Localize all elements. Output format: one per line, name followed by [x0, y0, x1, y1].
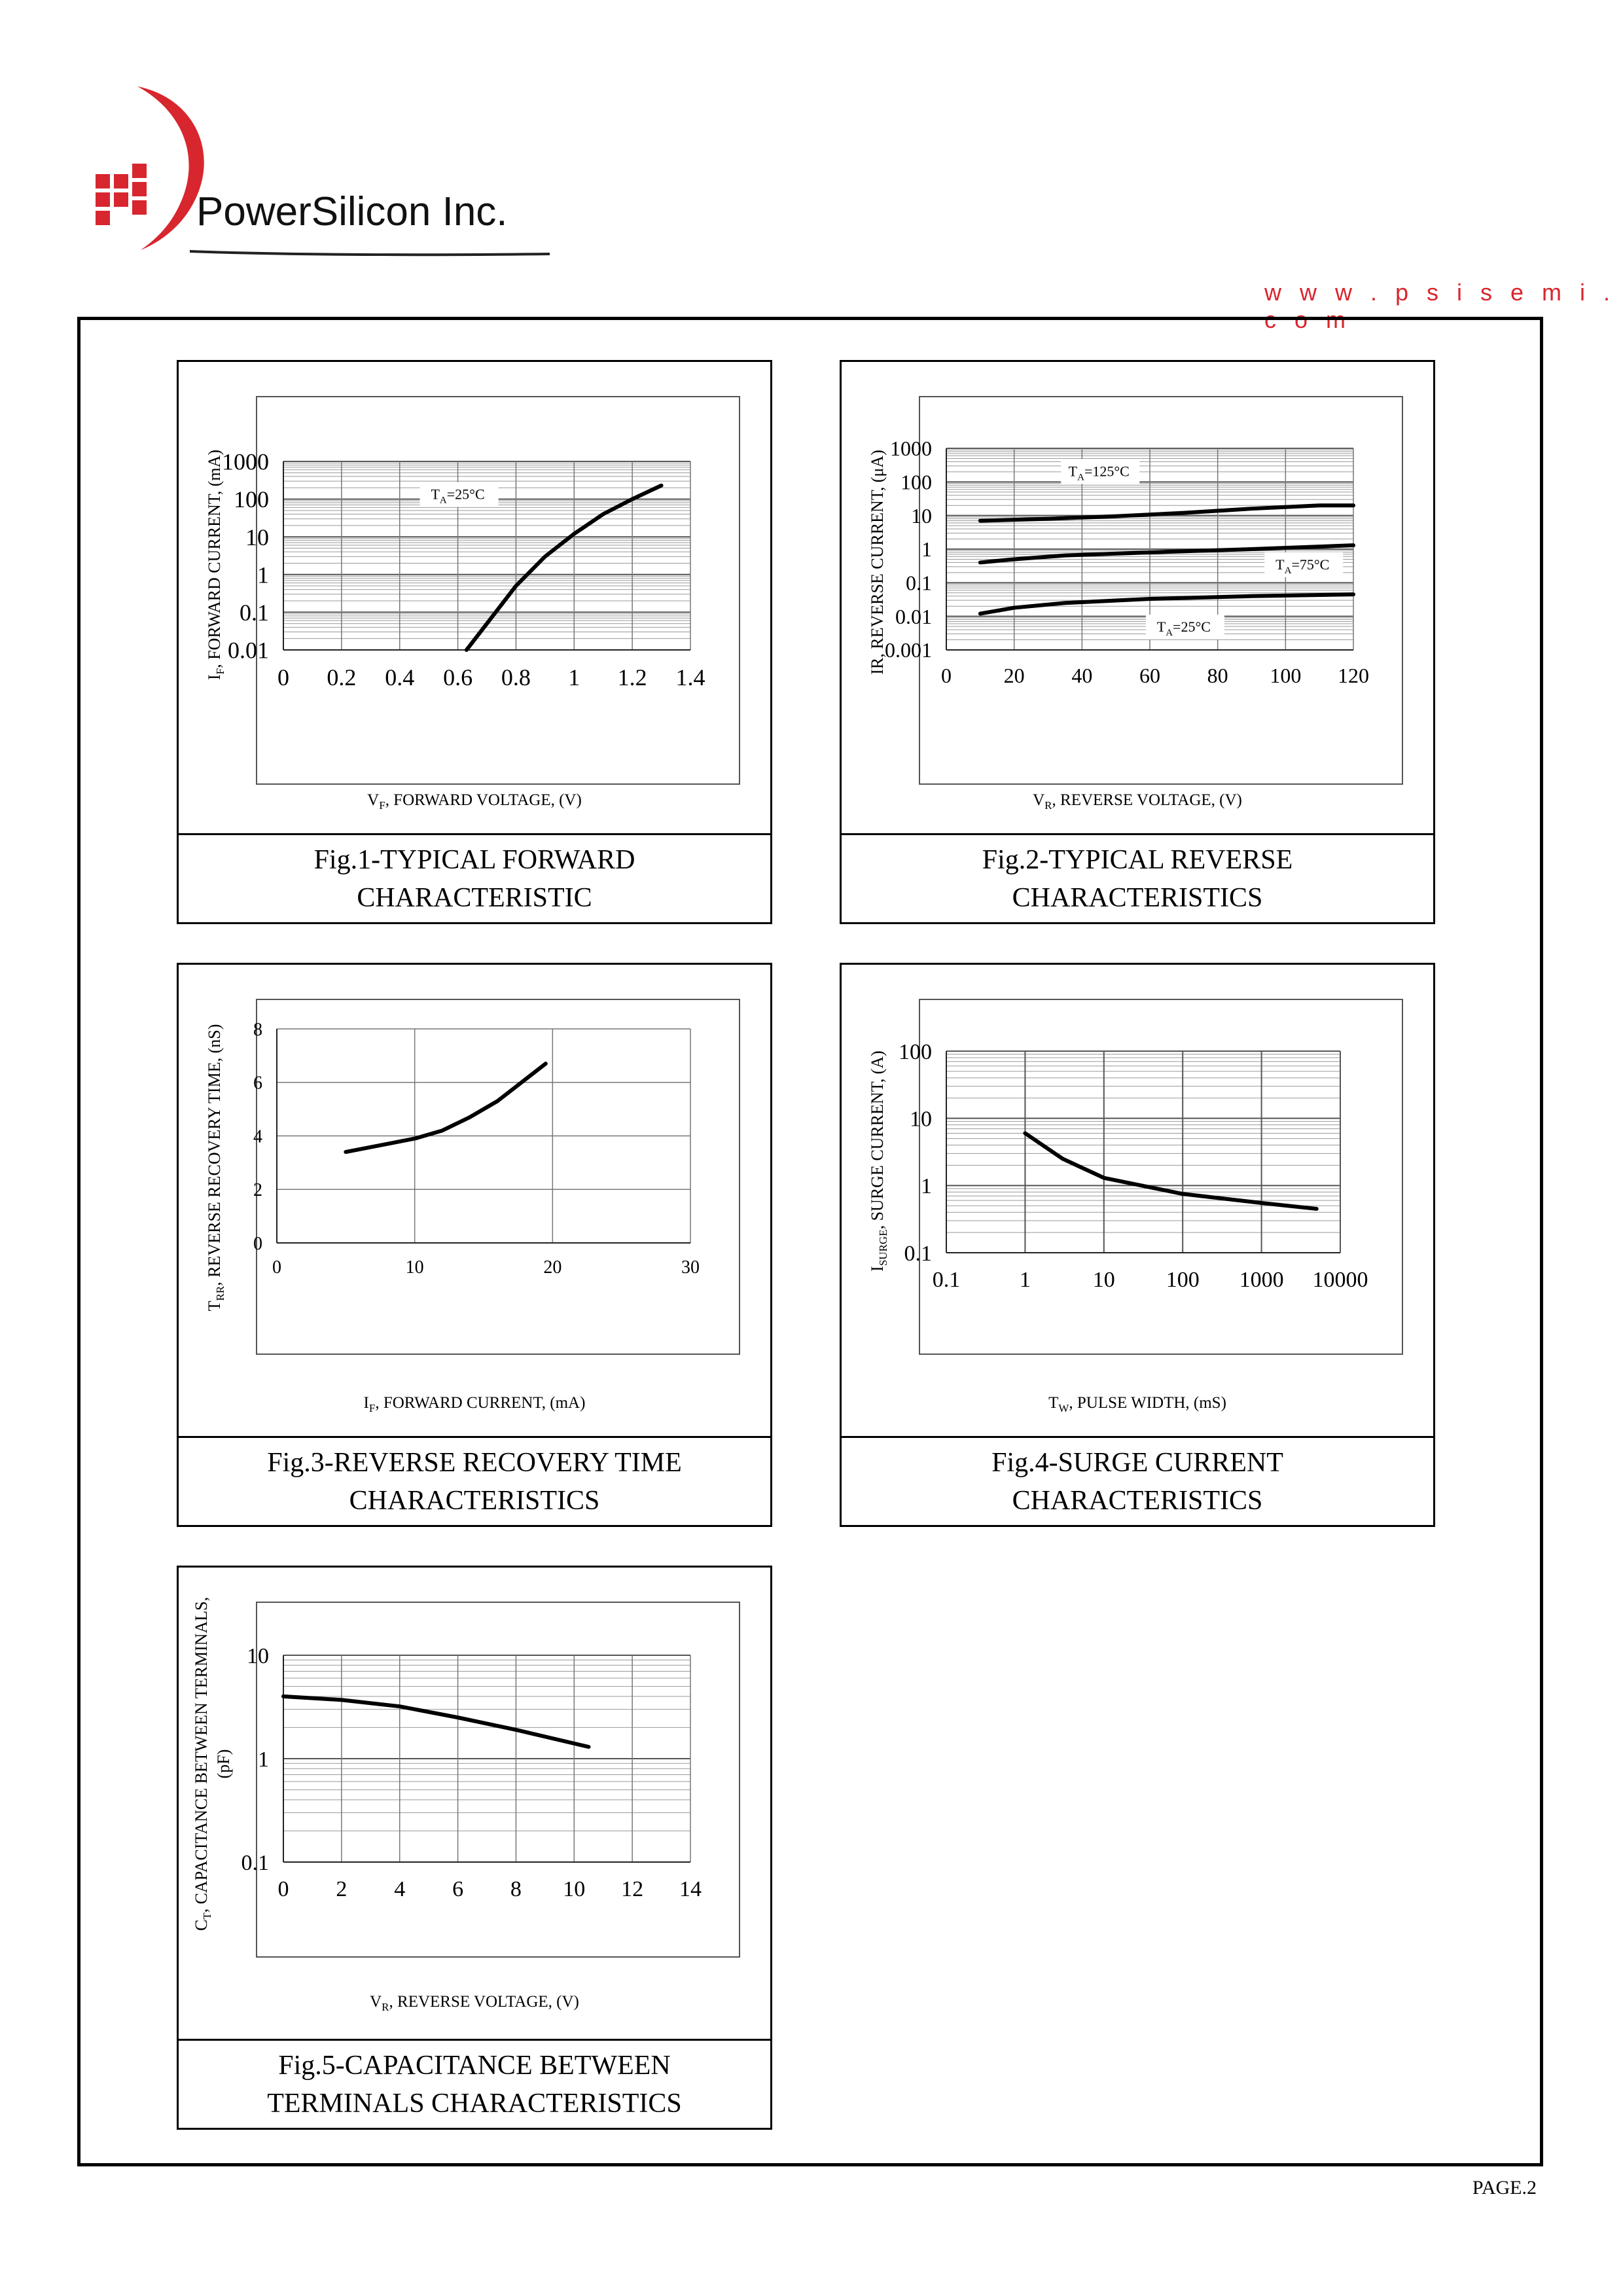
fig1-caption: Fig.1-TYPICAL FORWARD CHARACTERISTIC: [179, 833, 770, 922]
fig1-x-tick-label: 1: [568, 664, 580, 691]
fig1-y-tick-label: 1000: [222, 448, 269, 475]
fig5-x-axis-label: $V_R$, REVERSE VOLTAGE, (V): [370, 1993, 579, 2013]
fig2-y-tick-label: 100: [901, 470, 932, 494]
fig2-x-tick-label: 80: [1207, 664, 1228, 687]
fig1-x-tick-label: 0: [277, 664, 289, 691]
fig5-x-tick-label: 0: [277, 1877, 289, 1901]
fig2-panel: [840, 360, 1435, 924]
fig3-y-axis-label: $T_{RR}$, REVERSE RECOVERY TIME, (nS): [205, 1024, 227, 1312]
fig4-y-tick-label: 1: [921, 1174, 932, 1199]
fig2-series-label: $T_A=75^\circ C$: [1275, 556, 1330, 576]
fig4-x-tick-label: 10: [1092, 1268, 1115, 1292]
fig1-series-label: $T_A=25^\circ C$: [431, 486, 485, 506]
fig5-x-tick-label: 14: [679, 1877, 702, 1901]
fig3-x-tick-label: 30: [681, 1257, 700, 1278]
company-name: PowerSilicon Inc.: [196, 189, 508, 234]
fig5-y-axis-label: $C_T$, CAPACITANCE BETWEEN TERMINALS, (pF): [192, 1596, 234, 1931]
fig3-x-tick-label: 10: [405, 1257, 424, 1278]
page-number: PAGE.2: [1472, 2177, 1537, 2198]
fig2-x-tick-label: 120: [1338, 664, 1369, 687]
fig5-x-tick-label: 10: [563, 1877, 586, 1901]
fig1-x-tick-label: 0.4: [385, 664, 415, 691]
fig2-x-tick-label: 60: [1139, 664, 1160, 687]
fig4-y-tick-label: 0.1: [904, 1241, 932, 1266]
fig2-series-line-0: [980, 505, 1353, 520]
fig2-series-label: $T_A=25^\circ C$: [1156, 619, 1211, 639]
fig3-y-tick-label: 6: [253, 1073, 262, 1094]
fig1-y-axis-label: $I_F$, FORWARD CURRENT, (mA): [205, 449, 227, 681]
fig2-series-line-2: [980, 594, 1353, 613]
fig5-panel: [177, 1566, 772, 2130]
fig2-y-tick-label: 10: [911, 503, 932, 528]
fig5-y-tick-label: 1: [258, 1747, 269, 1772]
fig3-y-tick-label: 0: [253, 1233, 262, 1254]
fig2-y-tick-label: 0.1: [906, 571, 932, 595]
fig3-x-tick-label: 0: [272, 1257, 281, 1278]
fig1-y-tick-label: 0.01: [228, 637, 269, 664]
fig2-caption: Fig.2-TYPICAL REVERSE CHARACTERISTICS: [842, 833, 1433, 922]
fig1-y-tick-label: 10: [245, 524, 269, 550]
fig3-y-tick-label: 8: [253, 1019, 262, 1040]
fig4-x-tick-label: 0.1: [932, 1268, 961, 1292]
fig2-x-axis-label: $V_R$, REVERSE VOLTAGE, (V): [1033, 791, 1242, 812]
fig2-y-tick-label: 0.001: [885, 638, 932, 662]
fig3-x-tick-label: 20: [543, 1257, 562, 1278]
fig1-x-tick-label: 0.8: [501, 664, 531, 691]
fig5-x-tick-label: 6: [452, 1877, 464, 1901]
fig1-y-tick-label: 1: [257, 562, 269, 588]
fig1-chart: [179, 362, 770, 833]
fig4-x-tick-label: 100: [1166, 1268, 1200, 1292]
fig5-x-tick-label: 2: [336, 1877, 348, 1901]
fig1-x-tick-label: 1.4: [675, 664, 705, 691]
fig2-chart: [842, 362, 1433, 833]
fig1-x-axis-label: $V_F$, FORWARD VOLTAGE, (V): [367, 791, 582, 812]
fig1-y-tick-label: 100: [234, 486, 269, 513]
fig3-series-line-0: [346, 1064, 545, 1152]
fig2-y-tick-label: 1: [921, 537, 932, 562]
fig3-panel: [177, 963, 772, 1527]
fig5-chart: [179, 1568, 770, 2039]
fig5-series-line-0: [283, 1696, 589, 1747]
fig5-y-tick-label: 0.1: [241, 1850, 269, 1875]
fig3-x-axis-label: $I_F$, FORWARD CURRENT, (mA): [363, 1394, 586, 1414]
fig2-x-tick-label: 0: [941, 664, 952, 687]
fig2-y-tick-label: 0.01: [895, 604, 932, 628]
fig1-x-tick-label: 0.6: [443, 664, 473, 691]
fig5-caption: Fig.5-CAPACITANCE BETWEEN TERMINALS CHARACTERISTICS: [179, 2039, 770, 2128]
fig4-y-tick-label: 100: [899, 1039, 932, 1064]
fig2-x-tick-label: 100: [1270, 664, 1302, 687]
company-logo: [92, 79, 563, 275]
fig4-y-axis-label: $I_{SURGE}$, SURGE CURRENT, (A): [868, 1050, 890, 1272]
fig4-x-tick-label: 1: [1019, 1268, 1031, 1292]
fig4-panel: [840, 963, 1435, 1527]
fig1-x-tick-label: 1.2: [617, 664, 647, 691]
fig5-x-tick-label: 8: [510, 1877, 522, 1901]
fig5-x-tick-label: 12: [621, 1877, 644, 1901]
fig4-caption: Fig.4-SURGE CURRENT CHARACTERISTICS: [842, 1436, 1433, 1525]
fig2-x-tick-label: 20: [1003, 664, 1025, 687]
fig4-series-line-0: [1025, 1133, 1316, 1208]
fig2-x-tick-label: 40: [1071, 664, 1093, 687]
fig4-y-tick-label: 10: [910, 1107, 932, 1132]
fig1-panel: [177, 360, 772, 924]
fig2-series-label: $T_A=125^\circ C$: [1068, 463, 1130, 483]
fig4-x-tick-label: 10000: [1312, 1268, 1368, 1292]
fig4-x-tick-label: 1000: [1239, 1268, 1284, 1292]
fig2-y-axis-label: IR, REVERSE CURRENT, (μA): [868, 450, 887, 675]
fig5-x-tick-label: 4: [394, 1877, 406, 1901]
fig2-y-tick-label: 1000: [890, 437, 932, 461]
fig3-y-tick-label: 4: [253, 1126, 262, 1147]
fig1-x-tick-label: 0.2: [327, 664, 357, 691]
fig4-x-axis-label: $T_W$, PULSE WIDTH, (mS): [1048, 1394, 1226, 1414]
fig5-y-tick-label: 10: [247, 1643, 269, 1668]
fig4-chart: [842, 965, 1433, 1436]
fig1-y-tick-label: 0.1: [240, 600, 269, 626]
fig3-chart: [179, 965, 770, 1436]
website-url: w w w . p s i s e m i . c o m: [1264, 279, 1616, 333]
fig3-caption: Fig.3-REVERSE RECOVERY TIME CHARACTERISTICS: [179, 1436, 770, 1525]
fig3-y-tick-label: 2: [253, 1180, 262, 1201]
